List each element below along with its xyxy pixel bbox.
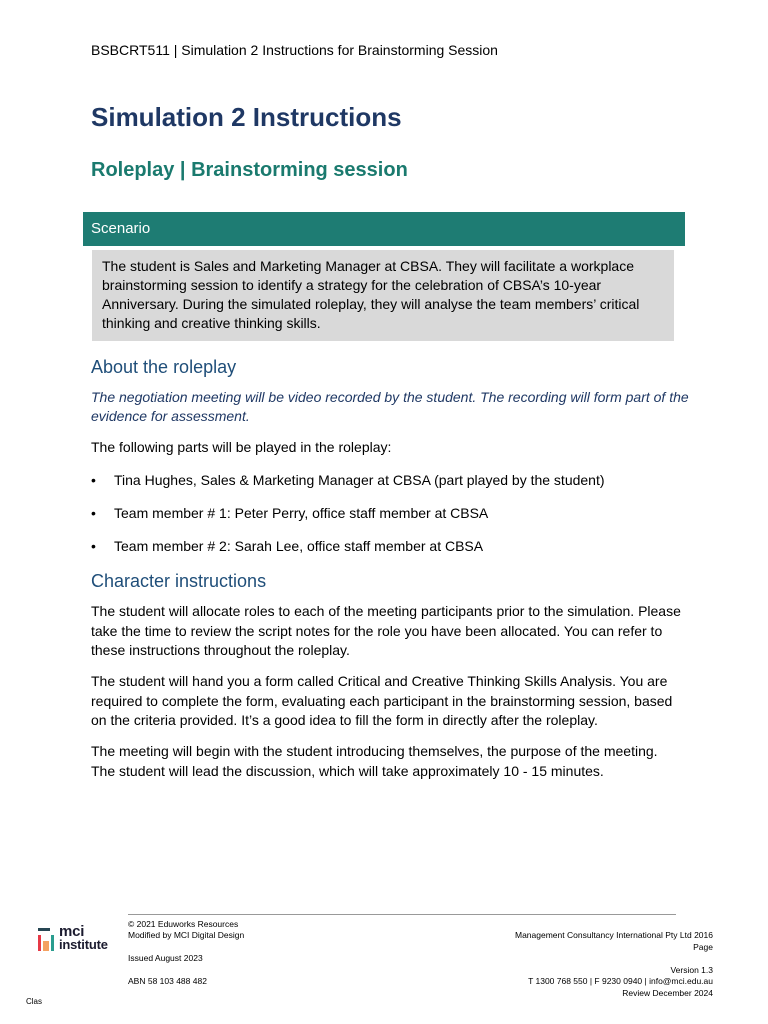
page-title: Simulation 2 Instructions bbox=[91, 102, 402, 132]
footer-version: Version 1.3 bbox=[670, 965, 713, 975]
footer-issued: Issued August 2023 bbox=[128, 953, 203, 963]
scenario-text-box: The student is Sales and Marketing Manager at CBSA. They will facilitate a workplace brainstorming session to identify a strategy for the celebration of CBSA’s 10-year Anniversary. During the simulated roleplay, they will analyse the team members’ critical thinking and creative thinking skills. bbox=[92, 250, 674, 341]
instructions-paragraph-1: The student will allocate roles to each of the meeting participants prior to the simulation. Please take the time to review the script notes for the role you have been allocated. You can refer to these instructions throughout the roleplay. bbox=[91, 603, 681, 658]
logo-word-mci: mci bbox=[59, 923, 85, 940]
list-item bbox=[91, 537, 605, 570]
part-text: Team member # 2: Sarah Lee, office staff member at CBSA bbox=[114, 538, 484, 554]
logo-text bbox=[59, 925, 108, 951]
instructions-paragraph-2: The student will hand you a form called Critical and Creative Thinking Skills Analysis. You are required to complete the form, evaluating each participant in the brainstorming session, based on the criteria provided. It’s a good idea to fill the form in directly after the roleplay. bbox=[91, 673, 673, 728]
footer-page: Page bbox=[693, 942, 713, 952]
about-roleplay-heading: About the roleplay bbox=[91, 357, 237, 377]
classification-label: Clas bbox=[26, 997, 43, 1006]
footer-copyright: © 2021 Eduworks Resources bbox=[128, 919, 239, 929]
bullet-icon: • bbox=[91, 538, 96, 554]
part-text: Team member # 1: Peter Perry, office staff member at CBSA bbox=[114, 505, 489, 521]
footer-modified: Modified by MCI Digital Design bbox=[128, 930, 245, 940]
page-subtitle: Roleplay | Brainstorming session bbox=[91, 159, 408, 181]
footer-company: Management Consultancy International Pty Ltd 2016 bbox=[515, 930, 713, 940]
bullet-icon: • bbox=[91, 505, 96, 521]
scenario-header-bar bbox=[83, 212, 685, 246]
footer-review: Review December 2024 bbox=[622, 988, 713, 998]
list-item bbox=[91, 471, 605, 504]
bullet-icon: • bbox=[91, 472, 96, 488]
mci-logo bbox=[37, 925, 119, 955]
character-instructions-heading: Character instructions bbox=[91, 571, 267, 591]
mci-logo-mark-icon bbox=[37, 927, 57, 953]
footer-contact: T 1300 768 550 | F 9230 0940 | info@mci.edu.au bbox=[528, 976, 713, 986]
instructions-paragraph-3: The meeting will begin with the student introducing themselves, the purpose of the meeting. The student will lead the discussion, which will take approximately 10 - 15 minutes. bbox=[91, 743, 658, 779]
logo-word-institute: institute bbox=[59, 937, 108, 952]
recording-note: The negotiation meeting will be video recorded by the student. The recording will form part of the evidence for assessment. bbox=[91, 389, 689, 424]
scenario-label: Scenario bbox=[91, 220, 151, 237]
parts-list bbox=[91, 471, 605, 570]
footer-abn: ABN 58 103 488 482 bbox=[128, 976, 207, 986]
list-item bbox=[91, 504, 605, 537]
running-header: BSBCRT511 | Simulation 2 Instructions for Brainstorming Session bbox=[91, 42, 498, 58]
part-text: Tina Hughes, Sales & Marketing Manager at CBSA (part played by the student) bbox=[114, 472, 605, 488]
footer-divider bbox=[128, 914, 676, 915]
parts-intro: The following parts will be played in the roleplay: bbox=[91, 439, 392, 455]
